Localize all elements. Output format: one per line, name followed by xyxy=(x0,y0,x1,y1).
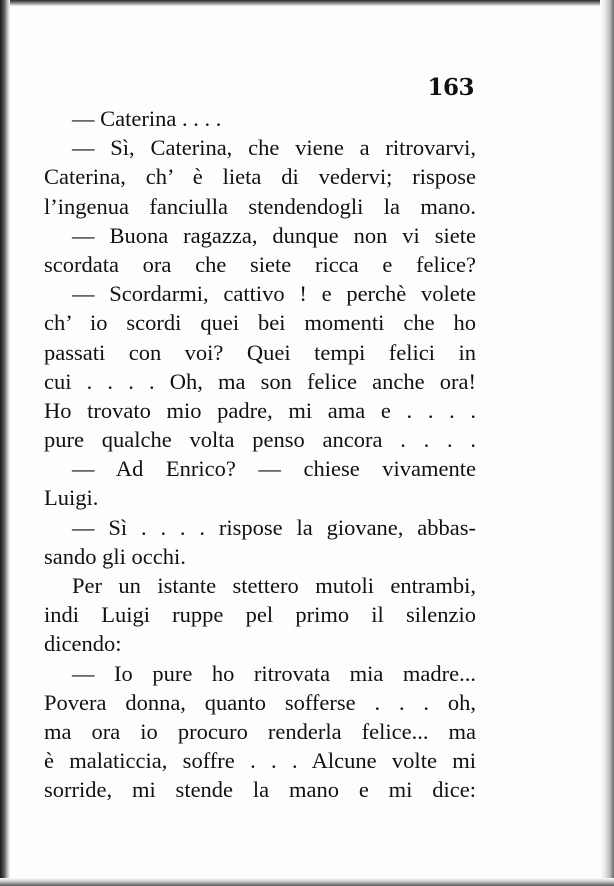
text-line: sorride, mi stende la mano e mi dice: xyxy=(44,777,476,803)
text-line: — Io pure ho ritrovata mia madre... xyxy=(72,660,476,686)
text-line: Povera donna, quanto sofferse . . . oh, xyxy=(44,689,476,715)
text-line: indi Luigi ruppe pel primo il silenzio xyxy=(44,602,476,628)
text-line: scordata ora che siete ricca e felice? xyxy=(44,251,476,277)
text-line: cui . . . . Oh, ma son felice anche ora! xyxy=(44,368,476,394)
text-line: sando gli occhi. xyxy=(44,543,186,569)
text-line: l’ingenua fanciulla stendendogli la mano. xyxy=(44,193,476,219)
text-line: — Ad Enrico? — chiese vivamente xyxy=(72,456,476,482)
page-right-edge xyxy=(600,0,614,886)
text-line: ch’ io scordi quei bei momenti che ho xyxy=(44,310,476,336)
page-text xyxy=(44,104,476,805)
text-line: dicendo: xyxy=(44,631,122,657)
text-line: Ho trovato mio padre, mi ama e . . . . xyxy=(44,397,476,423)
text-line: è malaticcia, soffre . . . Alcune volte mi xyxy=(44,748,476,774)
text-line: passati con voi? Quei tempi felici in xyxy=(44,339,476,365)
text-line: ma ora io procuro renderla felice... ma xyxy=(44,718,476,744)
text-line: — Scordarmi, cattivo ! e perchè volete xyxy=(72,281,476,307)
page-bottom-edge xyxy=(0,878,614,886)
page-number: 163 xyxy=(427,74,474,101)
text-line: — Buona ragazza, dunque non vi siete xyxy=(72,222,476,248)
text-line: Caterina, ch’ è lieta di vedervi; rispose xyxy=(44,164,476,190)
page-top-edge xyxy=(0,0,614,6)
text-line: Per un istante stettero mutoli entrambi, xyxy=(72,573,476,598)
text-line: — Sì . . . . rispose la giovane, abbas- xyxy=(72,514,476,540)
text-line: Luigi. xyxy=(44,485,99,511)
text-line: — Sì, Caterina, che viene a ritrovarvi, xyxy=(72,135,476,161)
page-spine-shadow xyxy=(0,0,10,886)
text-line: pure qualche volta penso ancora . . . . xyxy=(44,427,476,453)
text-line: — Caterina . . . . xyxy=(72,106,222,131)
